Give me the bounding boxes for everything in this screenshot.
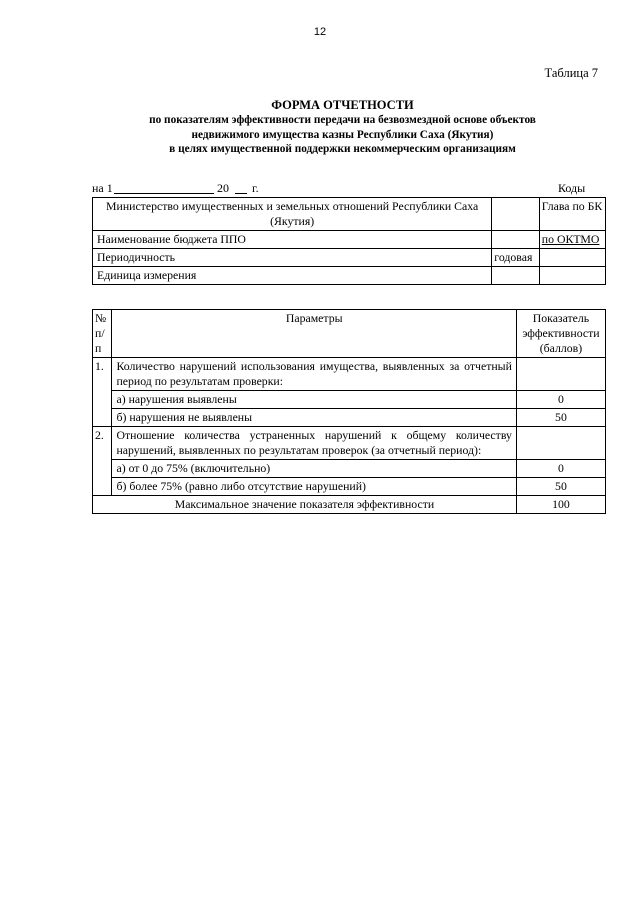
- option-label: б) нарушения не выявлены: [112, 409, 516, 427]
- table-row: [93, 478, 606, 496]
- ministry-name: Министерство имущественных и земельных отношений Республики Саха (Якутия): [93, 198, 492, 231]
- periodicity-code-cell[interactable]: [539, 249, 605, 267]
- option-score: 0: [516, 460, 605, 478]
- table-label: Таблица 7: [544, 66, 598, 80]
- option-score: 50: [516, 478, 605, 496]
- item-text: Количество нарушений использования имущества, выявленных за отчетный период по результатам проверки:: [112, 358, 516, 391]
- params-table: [92, 309, 606, 514]
- code-glava-bk: Глава по БК: [539, 198, 605, 231]
- periodicity-label: Периодичность: [93, 249, 492, 267]
- page-number: 12: [313, 26, 327, 38]
- header-row-budget: [93, 231, 606, 249]
- form-title-main: ФОРМА ОТЧЕТНОСТИ: [271, 98, 414, 112]
- header-table: [92, 197, 606, 285]
- header-row-periodicity: [93, 249, 606, 267]
- date-day-month-blank[interactable]: [114, 193, 214, 194]
- header-row-ministry: [93, 198, 606, 231]
- table-row: [93, 427, 606, 460]
- table-row: [93, 358, 606, 391]
- item-number: 2.: [93, 427, 112, 496]
- codes-label: Коды: [558, 181, 586, 195]
- date-year-blank[interactable]: [235, 193, 247, 194]
- report-date-line: [92, 181, 602, 197]
- option-score: 0: [516, 391, 605, 409]
- form-title: [90, 98, 595, 157]
- option-label: б) более 75% (равно либо отсутствие нарушений): [112, 478, 516, 496]
- header-row-unit: [93, 267, 606, 285]
- ministry-middle-cell[interactable]: [492, 198, 540, 231]
- params-header-row: [93, 310, 606, 358]
- item-number: 1.: [93, 358, 112, 427]
- item-score-empty: [516, 358, 605, 391]
- column-header-score: Показатель эффективности (баллов): [516, 310, 605, 358]
- budget-name-label: Наименование бюджета ППО: [93, 231, 492, 249]
- form-title-line-3: в целях имущественной поддержки некоммерческим организациям: [169, 143, 516, 155]
- total-row: [93, 496, 606, 514]
- option-score: 50: [516, 409, 605, 427]
- budget-middle-cell[interactable]: [492, 231, 540, 249]
- option-label: а) от 0 до 75% (включительно): [112, 460, 516, 478]
- table-row: [93, 460, 606, 478]
- date-year-prefix: 20: [217, 181, 229, 195]
- date-prefix: на 1: [92, 181, 113, 195]
- code-oktmo: по ОКТМО: [539, 231, 605, 249]
- periodicity-value: годовая: [492, 249, 540, 267]
- table-row: [93, 391, 606, 409]
- column-header-number: № п/п: [93, 310, 112, 358]
- unit-code-cell[interactable]: [539, 267, 605, 285]
- form-title-line-2: недвижимого имущества казны Республики Саха (Якутия): [191, 128, 494, 141]
- table-row: [93, 409, 606, 427]
- item-text: Отношение количества устраненных нарушений к общему количеству нарушений, выявленных по результатам проверок (за отчетный период):: [112, 427, 516, 460]
- column-header-params: Параметры: [112, 310, 516, 358]
- total-score: 100: [516, 496, 605, 514]
- form-title-line-1: по показателям эффективности передачи на безвозмездной основе объектов: [149, 114, 536, 126]
- total-label: Максимальное значение показателя эффективности: [93, 496, 517, 514]
- item-score-empty: [516, 427, 605, 460]
- unit-label: Единица измерения: [93, 267, 492, 285]
- unit-middle-cell[interactable]: [492, 267, 540, 285]
- date-suffix: г.: [252, 181, 259, 195]
- option-label: а) нарушения выявлены: [112, 391, 516, 409]
